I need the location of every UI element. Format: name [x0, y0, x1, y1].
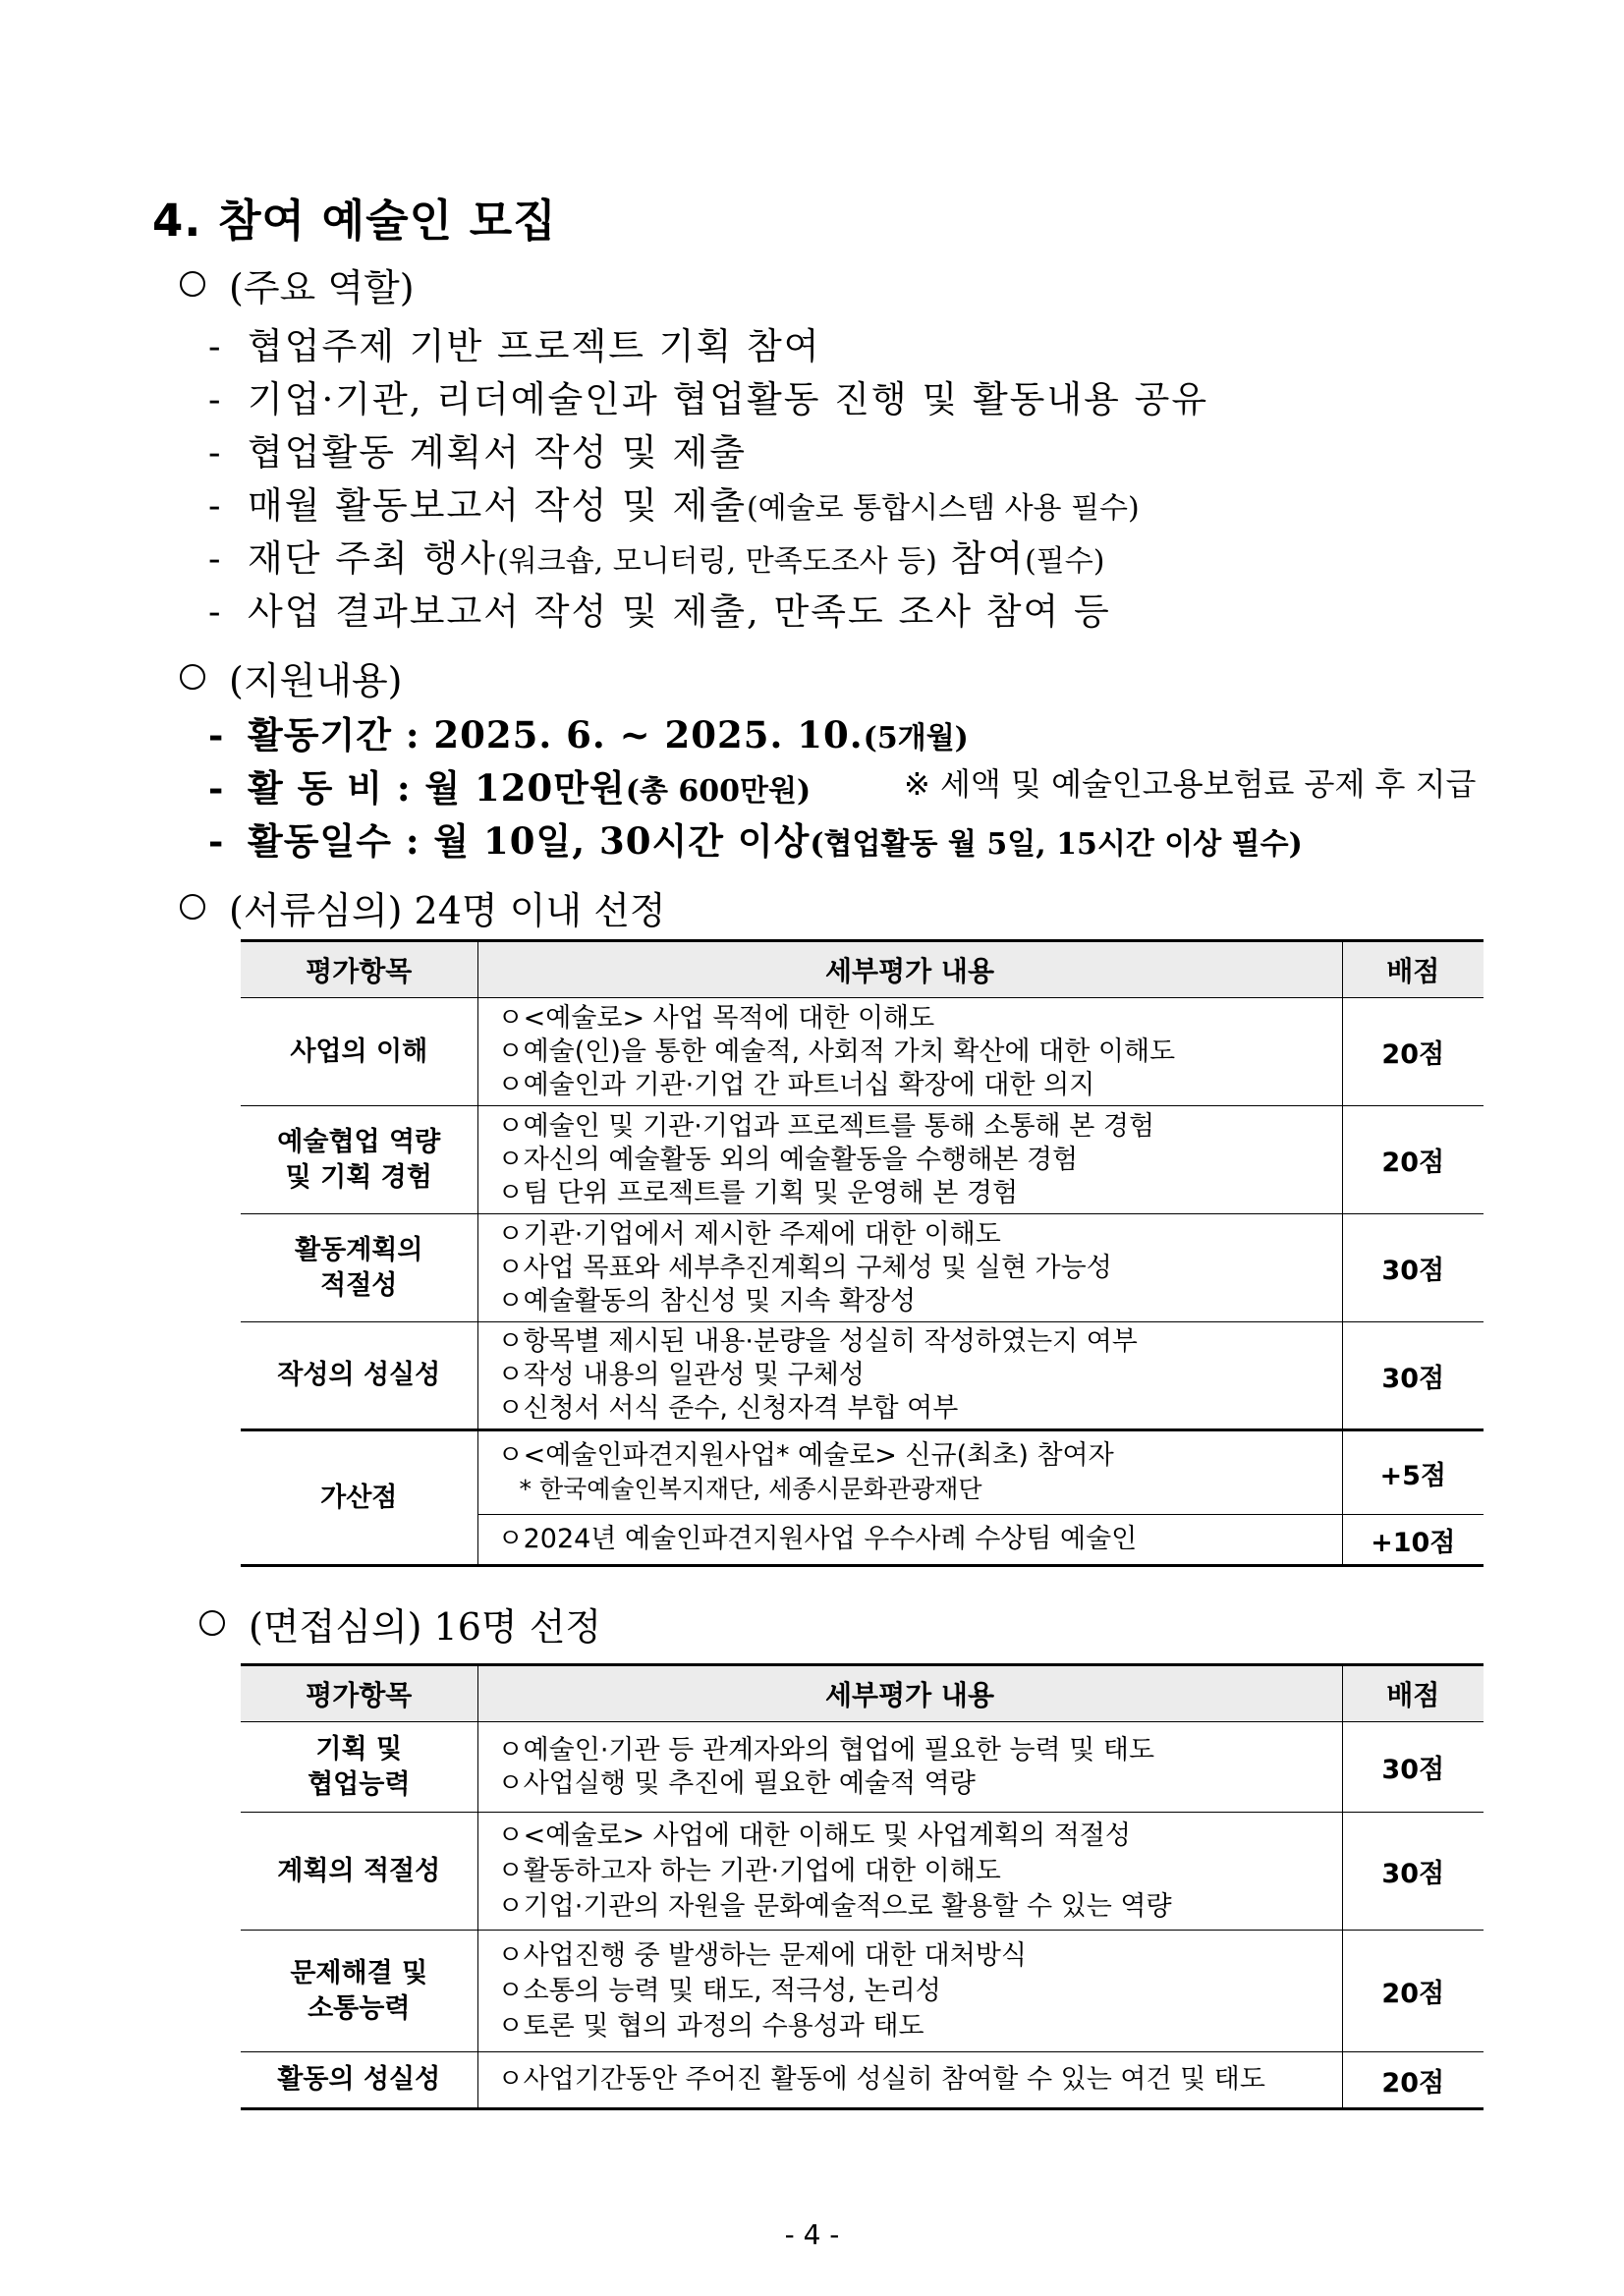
row-details — [477, 998, 1342, 1106]
text-line: ㅇ활동하고자 하는 기관·기업에 대한 이해도 — [497, 1855, 1001, 1886]
text-line: 기업·기관, 리더예술인과 협업활동 진행 및 활동내용 공유 — [248, 378, 1209, 420]
text-line: 재단 주최 행사 — [248, 537, 497, 580]
row-points: 30점 — [1342, 1813, 1484, 1931]
support-period: - 활동기간 : 2025. 6. ~ 2025. 10.(5개월) — [208, 713, 969, 756]
row-points: 30점 — [1342, 1214, 1484, 1322]
text-line: 소통능력 — [308, 1992, 411, 2024]
text-line: ㅇ<예술로> 사업 목적에 대한 이해도 — [497, 1002, 935, 1034]
row-points: 20점 — [1342, 1106, 1484, 1214]
text-line: 작성의 성실성 — [277, 1360, 441, 1390]
text-line: ㅇ사업기간동안 주어진 활동에 성실히 참여할 수 있는 여건 및 태도 — [497, 2064, 1265, 2095]
text-line: * 한국예술인복지재단, 세종시문화관광재단 — [519, 1475, 982, 1503]
row-category — [241, 998, 477, 1106]
table-row — [241, 1322, 1484, 1430]
text-line: ㅇ항목별 제시된 내용·분량을 성실히 작성하였는지 여부 — [497, 1326, 1138, 1357]
support-days: - 활동일수 : 월 10일, 30시간 이상(협업활동 월 5일, 15시간 이상 필수) — [208, 819, 1303, 863]
role-item: - 기업·기관, 리더예술인과 협업활동 진행 및 활동내용 공유 — [208, 378, 1209, 420]
bonus-details — [477, 1515, 1342, 1566]
support-section-title — [180, 650, 402, 704]
text-line: ㅇ소통의 능력 및 태도, 적극성, 논리성 — [497, 1975, 941, 2006]
table-row — [241, 1106, 1484, 1214]
row-details — [477, 1106, 1342, 1214]
circle-bullet-icon — [180, 271, 205, 297]
row-details — [477, 1214, 1342, 1322]
interview-table — [241, 1663, 1484, 2110]
text-line: 사업의 이해 — [290, 1036, 428, 1067]
text-line: 사업 결과보고서 작성 및 제출, 만족도 조사 참여 등 — [248, 590, 1111, 633]
page-number: - 4 - — [784, 2218, 840, 2251]
circle-bullet-icon — [180, 894, 205, 920]
row-details — [477, 1322, 1342, 1430]
text-line: (주요 역할) — [229, 266, 415, 309]
text-line: ㅇ예술활동의 참신성 및 지속 확장성 — [497, 1285, 917, 1316]
row-points: 20점 — [1342, 2052, 1484, 2109]
table-row — [241, 1931, 1484, 2052]
row-category — [241, 1106, 477, 1214]
text-line: ㅇ예술인 및 기관·기업과 프로젝트를 통해 소통해 본 경험 — [497, 1110, 1155, 1142]
row-points: 30점 — [1342, 1722, 1484, 1813]
text-line: ㅇ기업·기관의 자원을 문화예술적으로 활용할 수 있는 역량 — [497, 1890, 1172, 1922]
text-line: (워크숍, 모니터링, 만족도조사 등) — [496, 544, 937, 579]
header-category: 평가항목 — [241, 941, 477, 998]
circle-bullet-icon — [199, 1610, 225, 1636]
text-line: (면접심의) 16명 선정 — [249, 1605, 602, 1649]
header-points: 배점 — [1342, 1665, 1484, 1722]
table-row — [241, 1813, 1484, 1931]
text-line: ㅇ예술인·기관 등 관계자와의 협업에 필요한 능력 및 태도 — [497, 1734, 1155, 1765]
text-line: 활동일수 : 월 10일, 30시간 이상 — [248, 819, 811, 863]
section-heading: 4. 참여 예술인 모집 — [152, 195, 557, 247]
text-line: ㅇ사업 목표와 세부추진계획의 구체성 및 실현 가능성 — [497, 1252, 1112, 1283]
text-line: 계획의 적절성 — [277, 1855, 441, 1886]
text-line: 적절성 — [320, 1269, 398, 1301]
roles-section-title — [180, 257, 415, 311]
table-row — [241, 998, 1484, 1106]
text-line: 기획 및 — [315, 1733, 403, 1764]
bonus-points: +10점 — [1342, 1515, 1484, 1566]
text-line: 예술협업 역량 — [277, 1126, 441, 1157]
row-category — [241, 1813, 477, 1931]
text-line: 협업능력 — [308, 1768, 411, 1800]
text-line: (총 600만원) — [625, 774, 812, 809]
table-row — [241, 1214, 1484, 1322]
row-category — [241, 1722, 477, 1813]
role-item: - 재단 주최 행사(워크숍, 모니터링, 만족도조사 등) 참여(필수) — [208, 537, 1105, 580]
text-line: (예술로 통합시스템 사용 필수) — [746, 491, 1140, 526]
role-item: - 사업 결과보고서 작성 및 제출, 만족도 조사 참여 등 — [208, 590, 1111, 633]
text-line: 및 기획 경험 — [285, 1161, 432, 1193]
row-points: 20점 — [1342, 998, 1484, 1106]
header-category: 평가항목 — [241, 1665, 477, 1722]
support-fee: - 활 동 비 : 월 120만원(총 600만원) — [208, 766, 812, 810]
circle-bullet-icon — [180, 664, 205, 690]
text-line: 참여 — [936, 537, 1026, 580]
bonus-row — [241, 1430, 1484, 1515]
text-line: ㅇ토론 및 협의 과정의 수용성과 태도 — [497, 2010, 924, 2042]
text-line: ㅇ2024년 예술인파견지원사업 우수사례 수상팀 예술인 — [497, 1524, 1138, 1554]
row-details — [477, 1722, 1342, 1813]
row-category — [241, 1322, 477, 1430]
header-details: 세부평가 내용 — [477, 941, 1342, 998]
row-points: 20점 — [1342, 1931, 1484, 2052]
support-fee-note: ※ 세액 및 예술인고용보험료 공제 후 지급 — [904, 765, 1477, 803]
text-line: ㅇ기관·기업에서 제시한 주제에 대한 이해도 — [497, 1218, 1001, 1250]
text-line: ㅇ사업진행 중 발생하는 문제에 대한 대처방식 — [497, 1939, 1027, 1971]
doc-review-section-title — [180, 880, 666, 934]
text-line: 활동기간 : 2025. 6. ~ 2025. 10. — [248, 713, 864, 756]
text-line: (협업활동 월 5일, 15시간 이상 필수) — [810, 827, 1303, 862]
row-details — [477, 1813, 1342, 1931]
bonus-points: +5점 — [1342, 1430, 1484, 1515]
text-line: 활 동 비 : 월 120만원 — [248, 766, 626, 810]
text-line: 매월 활동보고서 작성 및 제출 — [248, 484, 747, 527]
row-category — [241, 1214, 477, 1322]
row-category — [241, 1931, 477, 2052]
bonus-category: 가산점 — [241, 1430, 477, 1566]
table-header-row — [241, 941, 1484, 998]
row-details — [477, 1931, 1342, 2052]
text-line: 협업활동 계획서 작성 및 제출 — [248, 431, 747, 474]
header-details: 세부평가 내용 — [477, 1665, 1342, 1722]
role-item: - 협업활동 계획서 작성 및 제출 — [208, 431, 747, 474]
text-line: 활동의 성실성 — [277, 2064, 441, 2095]
text-line: ㅇ예술(인)을 통한 예술적, 사회적 가치 확산에 대한 이해도 — [497, 1036, 1176, 1067]
table-header-row — [241, 1665, 1484, 1722]
text-line: ㅇ자신의 예술활동 외의 예술활동을 수행해본 경험 — [497, 1144, 1079, 1175]
doc-review-table — [241, 939, 1484, 1567]
text-line: 문제해결 및 — [290, 1957, 428, 1988]
text-line: ㅇ작성 내용의 일관성 및 구체성 — [497, 1360, 865, 1390]
header-points: 배점 — [1342, 941, 1484, 998]
text-line: ㅇ사업실행 및 추진에 필요한 예술적 역량 — [497, 1767, 976, 1799]
interview-section-title — [199, 1596, 601, 1651]
role-item: - 협업주제 기반 프로젝트 기획 참여 — [208, 325, 821, 367]
role-item: - 매월 활동보고서 작성 및 제출(예술로 통합시스템 사용 필수) — [208, 484, 1140, 527]
row-category — [241, 2052, 477, 2109]
text-line: ㅇ<예술로> 사업에 대한 이해도 및 사업계획의 적절성 — [497, 1820, 1131, 1851]
text-line: 협업주제 기반 프로젝트 기획 참여 — [248, 325, 821, 367]
row-points: 30점 — [1342, 1322, 1484, 1430]
text-line: ㅇ신청서 서식 준수, 신청자격 부합 여부 — [497, 1393, 959, 1424]
text-line: 활동계획의 — [295, 1234, 423, 1265]
text-line: (서류심의) 24명 이내 선정 — [229, 889, 666, 932]
table-row — [241, 2052, 1484, 2109]
text-line: ㅇ예술인과 기관·기업 간 파트너십 확장에 대한 의지 — [497, 1069, 1095, 1100]
bonus-details — [477, 1430, 1342, 1515]
text-line: ㅇ팀 단위 프로젝트를 기획 및 운영해 본 경험 — [497, 1177, 1019, 1208]
row-details — [477, 2052, 1342, 2109]
text-line: (5개월) — [863, 721, 969, 756]
text-line: ㅇ<예술인파견지원사업* 예술로> 신규(최초) 참여자 — [497, 1440, 1114, 1471]
table-row — [241, 1722, 1484, 1813]
text-line: (필수) — [1025, 544, 1105, 579]
text-line: (지원내용) — [229, 659, 403, 702]
